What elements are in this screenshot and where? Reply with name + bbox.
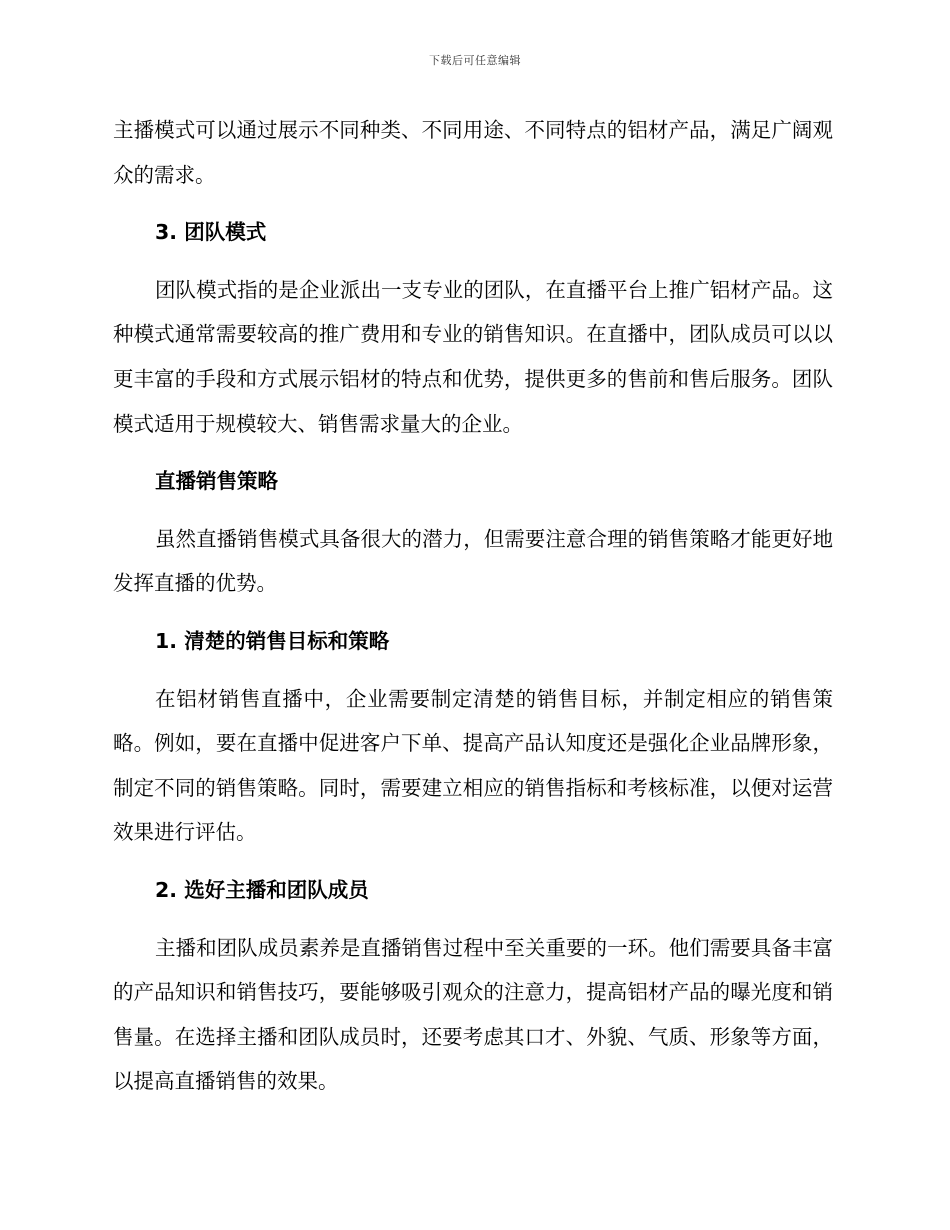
heading-team-mode: 3. 团队模式 [155, 220, 267, 245]
paragraph-clear-goals: 在铝材销售直播中，企业需要制定清楚的销售目标，并制定相应的销售策略。例如，要在直播中促进客户下单、提高产品认知度还是强化企业品牌形象，制定不同的销售策略。同时，需要建立相应的销售指标和考核标准，以便对运营效果进行评估。 [113, 686, 833, 845]
document-body [113, 108, 833, 1104]
heading-clear-goals: 1. 清楚的销售目标和策略 [155, 628, 390, 653]
paragraph-strategy-intro: 虽然直播销售模式具备很大的潜力，但需要注意合理的销售策略才能更好地发挥直播的优势。 [113, 526, 833, 596]
page-header: 下载后可任意编辑 [429, 54, 521, 67]
heading-choose-hosts: 2. 选好主播和团队成员 [155, 877, 369, 902]
paragraph-team-mode: 团队模式指的是企业派出一支专业的团队，在直播平台上推广铝材产品。这种模式通常需要较高的推广费用和专业的销售知识。在直播中，团队成员可以以更丰富的手段和方式展示铝材的特点和优势，提供更多的售前和售后服务。团队模式适用于规模较大、销售需求量大的企业。 [113, 277, 833, 436]
paragraph-choose-hosts: 主播和团队成员素养是直播销售过程中至关重要的一环。他们需要具备丰富的产品知识和销售技巧，要能够吸引观众的注意力，提高铝材产品的曝光度和销售量。在选择主播和团队成员时，还要考虑其口才、外貌、气质、形象等方面，以提高直播销售的效果。 [113, 935, 833, 1094]
paragraph-host-mode-end: 主播模式可以通过展示不同种类、不同用途、不同特点的铝材产品，满足广阔观众的需求。 [113, 118, 833, 187]
heading-live-sales-strategy: 直播销售策略 [155, 469, 278, 494]
